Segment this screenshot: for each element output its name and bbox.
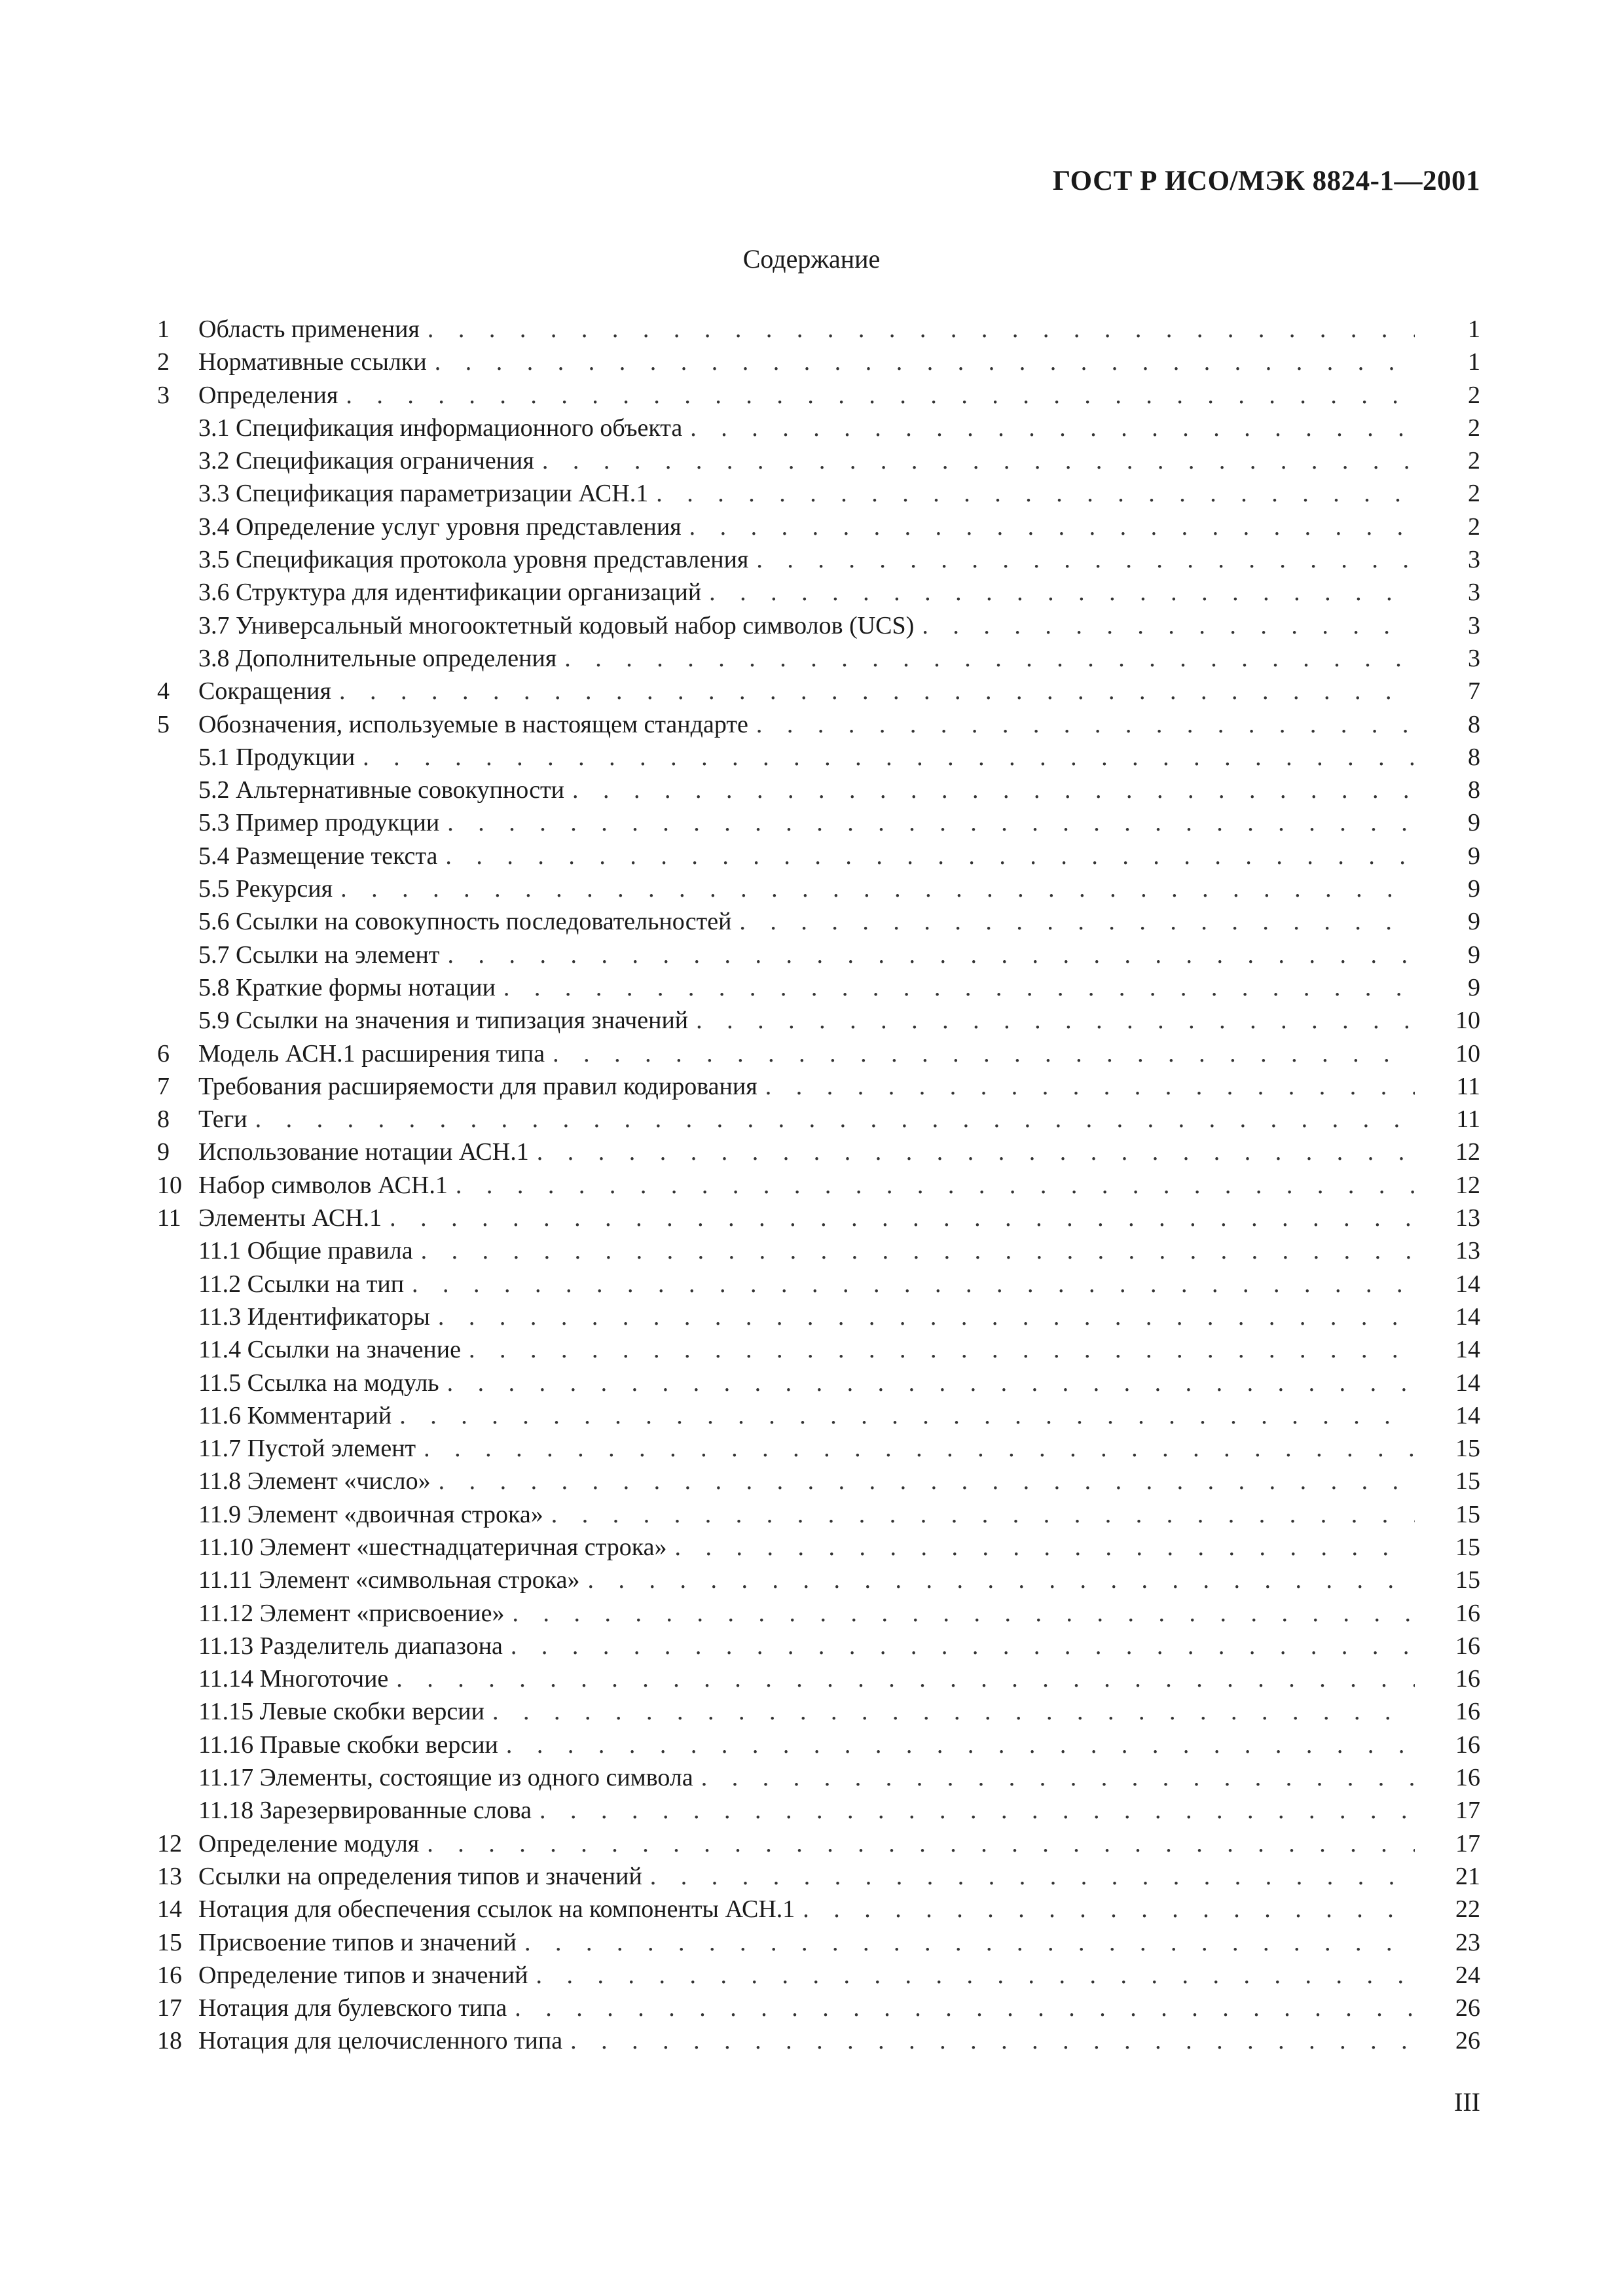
toc-dot-leader xyxy=(553,1037,1415,1070)
toc-dot-leader xyxy=(439,1465,1415,1498)
toc-entry-page: 1 xyxy=(1415,346,1480,378)
toc-entry-page: 15 xyxy=(1415,1564,1480,1596)
toc-dot-leader xyxy=(572,774,1415,806)
toc-dot-leader xyxy=(542,444,1415,477)
toc-dot-leader xyxy=(756,708,1415,741)
toc-entry-page: 2 xyxy=(1415,379,1480,412)
toc-entry[interactable] xyxy=(157,1893,1480,1926)
toc-entry-title: 11.16 Правые скобки версии xyxy=(198,1731,498,1759)
toc-subentry[interactable] xyxy=(157,477,1480,510)
toc-subentry[interactable] xyxy=(157,444,1480,477)
toc-entry-page: 2 xyxy=(1415,511,1480,543)
toc-entry[interactable] xyxy=(157,1103,1480,1136)
toc-subentry[interactable] xyxy=(157,1268,1480,1300)
toc-entry[interactable] xyxy=(157,1926,1480,1959)
toc-entry-title: Сокращения xyxy=(198,677,331,706)
toc-entry[interactable] xyxy=(157,2024,1480,2057)
toc-entry-page: 16 xyxy=(1415,1597,1480,1630)
toc-title: Содержание xyxy=(742,244,881,274)
toc-entry[interactable] xyxy=(157,708,1480,741)
toc-dot-leader xyxy=(922,609,1415,642)
toc-entry-page: 16 xyxy=(1415,1662,1480,1695)
toc-subentry[interactable] xyxy=(157,511,1480,543)
toc-entry-page: 24 xyxy=(1415,1959,1480,1992)
toc-dot-leader xyxy=(469,1333,1415,1366)
toc-dot-leader xyxy=(363,741,1415,774)
toc-subentry[interactable] xyxy=(157,1761,1480,1794)
toc-entry-page: 3 xyxy=(1415,543,1480,576)
toc-entry-page: 10 xyxy=(1415,1004,1480,1037)
toc-subentry[interactable] xyxy=(157,1234,1480,1267)
toc-dot-leader xyxy=(674,1531,1415,1564)
toc-subentry[interactable] xyxy=(157,840,1480,872)
toc-dot-leader xyxy=(346,379,1415,412)
toc-subentry[interactable] xyxy=(157,642,1480,675)
toc-entry-title: 5.5 Рекурсия xyxy=(198,875,333,903)
toc-entry-number: 6 xyxy=(157,1039,170,1067)
toc-entry-title: Обозначения, используемые в настоящем стандарте xyxy=(198,710,748,738)
toc-entry-number: 2 xyxy=(157,348,170,376)
toc-entry-number: 4 xyxy=(157,677,170,706)
toc-entry-page: 3 xyxy=(1415,609,1480,642)
toc-entry-title: Нотация для целочисленного типа xyxy=(198,2027,563,2055)
toc-entry-title: 3.6 Структура для идентификации организаций xyxy=(198,579,702,607)
toc-entry-page: 14 xyxy=(1415,1399,1480,1432)
toc-entry-page: 15 xyxy=(1415,1432,1480,1465)
toc-dot-leader xyxy=(570,2024,1415,2057)
toc-entry-title: Определения xyxy=(198,381,338,409)
toc-entry-page: 9 xyxy=(1415,905,1480,938)
toc-entry-page: 22 xyxy=(1415,1893,1480,1926)
toc-entry-page: 2 xyxy=(1415,477,1480,510)
toc-dot-leader xyxy=(756,543,1415,576)
toc-subentry[interactable] xyxy=(157,1300,1480,1333)
toc-subentry[interactable] xyxy=(157,741,1480,774)
toc-entry-page: 14 xyxy=(1415,1333,1480,1366)
toc-dot-leader xyxy=(427,1827,1415,1860)
toc-entry-title: 11.15 Левые скобки версии xyxy=(198,1698,484,1726)
toc-entry-page: 13 xyxy=(1415,1202,1480,1234)
toc-subentry[interactable] xyxy=(157,1729,1480,1761)
toc-dot-leader xyxy=(564,642,1415,675)
toc-entry[interactable] xyxy=(157,346,1480,378)
toc-dot-leader xyxy=(515,1992,1415,2024)
toc-entry-number: 7 xyxy=(157,1072,170,1100)
toc-dot-leader xyxy=(456,1169,1415,1202)
toc-entry-page: 8 xyxy=(1415,708,1480,741)
toc-dot-leader xyxy=(503,971,1415,1004)
toc-dot-leader xyxy=(701,1761,1415,1794)
toc-entry-number: 17 xyxy=(157,1994,182,2022)
toc-dot-leader xyxy=(447,806,1415,839)
toc-entry-title: 11.10 Элемент «шестнадцатеричная строка» xyxy=(198,1533,667,1561)
toc-entry-title: Элементы АСН.1 xyxy=(198,1204,382,1232)
toc-entry-title: Определение типов и значений xyxy=(198,1961,528,1989)
toc-entry-number: 8 xyxy=(157,1105,170,1134)
toc-subentry[interactable] xyxy=(157,1564,1480,1596)
toc-subentry[interactable] xyxy=(157,1630,1480,1662)
toc-entry-page: 3 xyxy=(1415,642,1480,675)
toc-subentry[interactable] xyxy=(157,872,1480,905)
page-number: III xyxy=(1454,2087,1480,2117)
toc-entry-title: 5.3 Пример продукции xyxy=(198,809,440,837)
toc-entry-title: 5.8 Краткие формы нотации xyxy=(198,973,496,1001)
toc-entry-number: 1 xyxy=(157,315,170,343)
toc-entry-page: 3 xyxy=(1415,576,1480,609)
toc-entry-title: 11.14 Многоточие xyxy=(198,1665,389,1693)
toc-entry-title: Нотация для обеспечения ссылок на компоненты АСН.1 xyxy=(198,1895,795,1924)
toc-entry-page: 23 xyxy=(1415,1926,1480,1959)
toc-entry-number: 13 xyxy=(157,1862,182,1890)
toc-dot-leader xyxy=(412,1268,1415,1300)
toc-entry-number: 5 xyxy=(157,710,170,738)
toc-entry-page: 16 xyxy=(1415,1729,1480,1761)
toc-subentry[interactable] xyxy=(157,1531,1480,1564)
toc-subentry[interactable] xyxy=(157,543,1480,576)
toc-entry-title: 3.3 Спецификация параметризации АСН.1 xyxy=(198,480,649,508)
toc-entry-number: 18 xyxy=(157,2027,182,2055)
toc-entry-page: 11 xyxy=(1415,1070,1480,1103)
toc-dot-leader xyxy=(399,1399,1415,1432)
toc-entry-title: Присвоение типов и значений xyxy=(198,1928,517,1956)
toc-entry-number: 12 xyxy=(157,1829,182,1857)
toc-entry[interactable] xyxy=(157,1136,1480,1168)
toc-entry[interactable] xyxy=(157,675,1480,708)
toc-entry-page: 8 xyxy=(1415,741,1480,774)
toc-entry-title: Использование нотации АСН.1 xyxy=(198,1138,529,1166)
toc-dot-leader xyxy=(438,1300,1415,1333)
toc-dot-leader xyxy=(536,1959,1415,1992)
toc-dot-leader xyxy=(421,1234,1415,1267)
toc-entry-page: 13 xyxy=(1415,1234,1480,1267)
toc-entry-title: 11.5 Ссылка на модуль xyxy=(198,1369,439,1397)
toc-entry-title: 5.7 Ссылки на элемент xyxy=(198,941,440,969)
toc-entry-page: 1 xyxy=(1415,313,1480,346)
toc-dot-leader xyxy=(506,1729,1415,1761)
toc-dot-leader xyxy=(512,1597,1415,1630)
toc-subentry[interactable] xyxy=(157,1465,1480,1498)
toc-entry-page: 26 xyxy=(1415,2024,1480,2057)
toc-entry-title: 11.8 Элемент «число» xyxy=(198,1467,431,1496)
toc-dot-leader xyxy=(537,1136,1415,1168)
toc-entry-title: 3.5 Спецификация протокола уровня представления xyxy=(198,546,749,574)
toc-entry-title: 11.3 Идентификаторы xyxy=(198,1302,430,1331)
toc-entry-page: 14 xyxy=(1415,1300,1480,1333)
toc-entry-page: 14 xyxy=(1415,1268,1480,1300)
toc-entry-title: Модель АСН.1 расширения типа xyxy=(198,1039,545,1067)
toc-entry-number: 9 xyxy=(157,1138,170,1166)
toc-dot-leader xyxy=(656,477,1415,510)
toc-subentry[interactable] xyxy=(157,1004,1480,1037)
toc-entry-title: 11.1 Общие правила xyxy=(198,1237,413,1265)
toc-dot-leader xyxy=(696,1004,1415,1037)
toc-entry-title: 3.7 Универсальный многооктетный кодовый набор символов (UCS) xyxy=(198,611,915,639)
toc-entry-title: 3.2 Спецификация ограничения xyxy=(198,447,534,475)
toc-dot-leader xyxy=(445,840,1415,872)
toc-entry-page: 8 xyxy=(1415,774,1480,806)
toc-entry-number: 16 xyxy=(157,1961,182,1989)
toc-entry[interactable] xyxy=(157,1860,1480,1893)
toc-dot-leader xyxy=(255,1103,1415,1136)
toc-entry[interactable] xyxy=(157,1169,1480,1202)
toc-entry[interactable] xyxy=(157,1070,1480,1103)
toc-entry[interactable] xyxy=(157,313,1480,346)
toc-entry-title: Область применения xyxy=(198,315,420,343)
toc-entry-title: 3.4 Определение услуг уровня представления xyxy=(198,512,682,541)
toc-dot-leader xyxy=(339,675,1415,708)
toc-entry-title: 11.13 Разделитель диапазона xyxy=(198,1632,503,1660)
toc-subentry[interactable] xyxy=(157,905,1480,938)
toc-dot-leader xyxy=(424,1432,1415,1465)
toc-entry-title: Определение модуля xyxy=(198,1829,420,1857)
toc-entry-page: 15 xyxy=(1415,1498,1480,1531)
toc-dot-leader xyxy=(390,1202,1415,1234)
toc-entry-page: 9 xyxy=(1415,840,1480,872)
toc-entry-title: Набор символов АСН.1 xyxy=(198,1171,448,1199)
toc-subentry[interactable] xyxy=(157,939,1480,971)
toc-entry-title: 5.1 Продукции xyxy=(198,743,356,771)
toc-entry-page: 9 xyxy=(1415,872,1480,905)
toc-entry-title: Требования расширяемости для правил кодирования xyxy=(198,1072,757,1100)
toc-subentry[interactable] xyxy=(157,1695,1480,1728)
toc-entry-page: 2 xyxy=(1415,444,1480,477)
toc-entry-page: 26 xyxy=(1415,1992,1480,2024)
toc-dot-leader xyxy=(447,939,1415,971)
toc-entry-title: 5.9 Ссылки на значения и типизация значений xyxy=(198,1007,689,1035)
toc-entry-page: 12 xyxy=(1415,1136,1480,1168)
toc-entry-title: Теги xyxy=(198,1105,247,1134)
toc-entry-title: 11.2 Ссылки на тип xyxy=(198,1270,405,1298)
toc-entry-title: 5.4 Размещение текста xyxy=(198,842,438,870)
toc-entry-page: 9 xyxy=(1415,939,1480,971)
toc-dot-leader xyxy=(739,905,1415,938)
toc-entry-page: 15 xyxy=(1415,1531,1480,1564)
toc-dot-leader xyxy=(340,872,1415,905)
toc-dot-leader xyxy=(447,1367,1415,1399)
toc-entry[interactable] xyxy=(157,379,1480,412)
toc-entry-title: 11.12 Элемент «присвоение» xyxy=(198,1599,505,1627)
toc-entry-page: 21 xyxy=(1415,1860,1480,1893)
toc-subentry[interactable] xyxy=(157,971,1480,1004)
toc-dot-leader xyxy=(803,1893,1415,1926)
table-of-contents xyxy=(157,313,1480,2058)
toc-dot-leader xyxy=(551,1498,1415,1531)
toc-dot-leader xyxy=(396,1662,1415,1695)
toc-subentry[interactable] xyxy=(157,806,1480,839)
toc-entry-title: 3.1 Спецификация информационного объекта xyxy=(198,414,683,442)
toc-entry-page: 10 xyxy=(1415,1037,1480,1070)
toc-entry-page: 11 xyxy=(1415,1103,1480,1136)
toc-subentry[interactable] xyxy=(157,774,1480,806)
toc-entry-number: 3 xyxy=(157,381,170,409)
toc-entry-number: 11 xyxy=(157,1204,181,1232)
toc-entry-page: 16 xyxy=(1415,1761,1480,1794)
toc-entry[interactable] xyxy=(157,1827,1480,1860)
toc-entry-title: 3.8 Дополнительные определения xyxy=(198,644,557,672)
toc-entry-title: Нотация для булевского типа xyxy=(198,1994,507,2022)
toc-dot-leader xyxy=(524,1926,1415,1959)
toc-dot-leader xyxy=(539,1794,1415,1827)
document-code: ГОСТ Р ИСО/МЭК 8824-1—2001 xyxy=(1052,166,1480,196)
toc-subentry[interactable] xyxy=(157,412,1480,444)
toc-entry-page: 7 xyxy=(1415,675,1480,708)
toc-dot-leader xyxy=(690,412,1415,444)
toc-entry-page: 14 xyxy=(1415,1367,1480,1399)
toc-subentry[interactable] xyxy=(157,576,1480,609)
toc-entry-page: 17 xyxy=(1415,1827,1480,1860)
toc-entry-page: 16 xyxy=(1415,1695,1480,1728)
toc-dot-leader xyxy=(492,1695,1415,1728)
toc-dot-leader xyxy=(435,346,1415,378)
toc-entry-title: 11.6 Комментарий xyxy=(198,1401,392,1429)
toc-entry[interactable] xyxy=(157,1992,1480,2024)
toc-entry-title: 11.9 Элемент «двоичная строка» xyxy=(198,1500,543,1528)
toc-entry-page: 12 xyxy=(1415,1169,1480,1202)
toc-entry-number: 15 xyxy=(157,1928,182,1956)
toc-subentry[interactable] xyxy=(157,1432,1480,1465)
toc-entry-title: 11.11 Элемент «символьная строка» xyxy=(198,1566,580,1594)
toc-dot-leader xyxy=(765,1070,1415,1103)
toc-entry-title: 11.4 Ссылки на значение xyxy=(198,1336,461,1364)
toc-entry-page: 15 xyxy=(1415,1465,1480,1498)
toc-subentry[interactable] xyxy=(157,1333,1480,1366)
toc-entry-number: 14 xyxy=(157,1895,182,1924)
toc-dot-leader xyxy=(428,313,1415,346)
toc-dot-leader xyxy=(689,511,1415,543)
toc-subentry[interactable] xyxy=(157,1399,1480,1432)
toc-dot-leader xyxy=(650,1860,1415,1893)
toc-dot-leader xyxy=(511,1630,1415,1662)
toc-subentry[interactable] xyxy=(157,1367,1480,1399)
toc-subentry[interactable] xyxy=(157,609,1480,642)
toc-entry-title: 11.18 Зарезервированные слова xyxy=(198,1797,532,1825)
toc-entry[interactable] xyxy=(157,1959,1480,1992)
toc-entry-page: 2 xyxy=(1415,412,1480,444)
toc-entry[interactable] xyxy=(157,1037,1480,1070)
toc-entry-title: 5.2 Альтернативные совокупности xyxy=(198,776,564,804)
toc-entry-page: 17 xyxy=(1415,1794,1480,1827)
toc-subentry[interactable] xyxy=(157,1794,1480,1827)
toc-subentry[interactable] xyxy=(157,1498,1480,1531)
toc-entry-page: 16 xyxy=(1415,1630,1480,1662)
toc-entry[interactable] xyxy=(157,1202,1480,1234)
toc-entry-title: 5.6 Ссылки на совокупность последовательностей xyxy=(198,908,732,936)
toc-dot-leader xyxy=(709,576,1415,609)
toc-subentry[interactable] xyxy=(157,1597,1480,1630)
toc-entry-number: 10 xyxy=(157,1171,182,1199)
toc-entry-title: 11.7 Пустой элемент xyxy=(198,1435,416,1463)
toc-entry-title: Нормативные ссылки xyxy=(198,348,427,376)
toc-entry-page: 9 xyxy=(1415,806,1480,839)
toc-dot-leader xyxy=(588,1564,1415,1596)
toc-entry-page: 9 xyxy=(1415,971,1480,1004)
toc-entry-title: Ссылки на определения типов и значений xyxy=(198,1862,642,1890)
toc-entry-title: 11.17 Элементы, состоящие из одного символа xyxy=(198,1764,693,1792)
toc-subentry[interactable] xyxy=(157,1662,1480,1695)
